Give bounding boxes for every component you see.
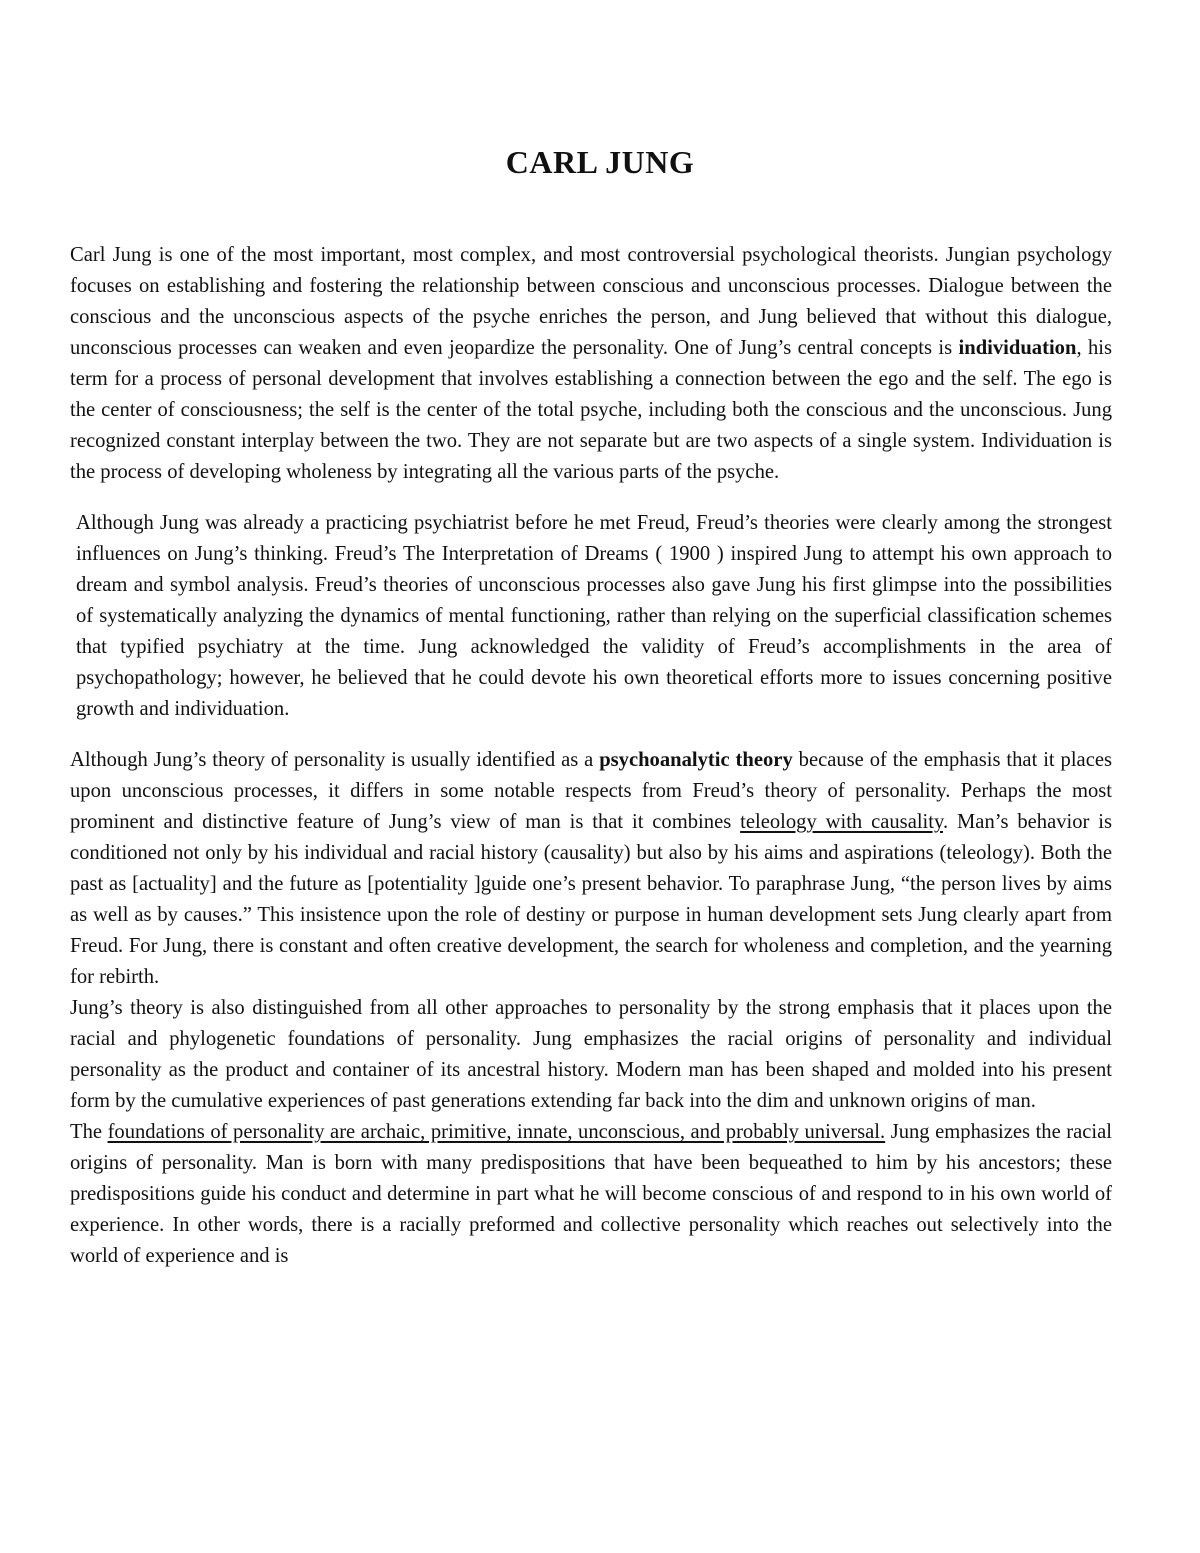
paragraph-5-text-b: Jung emphasizes the racial origins of personality. Man is born with many predispositions that have been bequeathed to him by his ancestors; these predispositions guide his conduct and determine in part what he will become conscious of and respond to in his own world of experience. In other words, there is a racially preformed and collective personality which reaches out selectively into the world of experience and is — [70, 1121, 1112, 1267]
page-title: CARL JUNG — [505, 144, 695, 180]
paragraph-4-text: Jung’s theory is also distinguished from all other approaches to personality by the strong emphasis that it places upon the racial and phylogenetic foundations of personality. Jung emphasizes the racial origins of personality and individual personality as the product and container of its ancestral history. Modern man has been shaped and molded into his present form by the cumulative experiences of past generations extending far back into the dim and unknown origins of man. — [70, 997, 1112, 1112]
paragraph-3-text-b: because of the emphasis that it places upon unconscious processes, it differs in some notable respects from Freud’s theory of personality. Perhaps the most prominent and distinctive feature of Jung’s view of man is that it combines — [70, 749, 1112, 833]
paragraph-5-text-a: The — [70, 1121, 108, 1143]
paragraph-3-text-c: . Man’s behavior is conditioned not only by his individual and racial history (causality) but also by his aims and aspirations (teleology). Both the past as [actuality] and the future as [potentiality ]guide one’s present behavior. To paraphrase Jung, “the person lives by aims as well as by causes.” This insistence upon the role of destiny or purpose in human development sets Jung clearly apart from Freud. For Jung, there is constant and often creative development, the search for wholeness and completion, and the yearning for rebirth. — [70, 811, 1113, 988]
term-psychoanalytic-theory: psychoanalytic theory — [599, 749, 793, 771]
paragraph-3-text-a: Although Jung’s theory of personality is usually identified as a — [70, 749, 600, 771]
term-individuation: individuation — [958, 337, 1077, 359]
paragraph-5 — [70, 1117, 1112, 1272]
underlined-teleology-causality: teleology with causality — [740, 811, 943, 833]
paragraph-2 — [70, 508, 1112, 725]
paragraph-1-text-a: Carl Jung is one of the most important, most complex, and most controversial psychological theorists. Jungian psychology focuses on establishing and fostering the relationship between conscious and unconscious processes. Dialogue between the conscious and the unconscious aspects of the psyche enriches the person, and Jung believed that without this dialogue, unconscious processes can weaken and even jeopardize the personality. One of Jung’s central concepts is — [70, 244, 1112, 359]
paragraph-2-text: Although Jung was already a practicing psychiatrist before he met Freud, Freud’s theories were clearly among the strongest influences on Jung’s thinking. Freud’s The Interpretation of Dreams ( 1900 ) inspired Jung to attempt his own approach to dream and symbol analysis. Freud’s theories of unconscious processes also gave Jung his first glimpse into the possibilities of systematically analyzing the dynamics of mental functioning, rather than relying on the superficial classification schemes that typified psychiatry at the time. Jung acknowledged the validity of Freud’s accomplishments in the area of psychopathology; however, he believed that he could devote his own theoretical efforts more to issues concerning positive growth and individuation. — [76, 512, 1112, 720]
paragraph-1-text-b: , his term for a process of personal development that involves establishing a connection between the ego and the self. The ego is the center of consciousness; the self is the center of the total psyche, including both the conscious and the unconscious. Jung recognized constant interplay between the two. They are not separate but are two aspects of a single system. Individuation is the process of developing wholeness by integrating all the various parts of the psyche. — [70, 337, 1112, 483]
underlined-foundations-of-personality: foundations of personality are archaic, primitive, innate, unconscious, and probably universal. — [107, 1121, 886, 1143]
paragraph-1 — [70, 240, 1112, 488]
document-body — [70, 240, 1112, 1272]
paragraph-3 — [70, 745, 1112, 993]
paragraph-4 — [70, 993, 1112, 1117]
